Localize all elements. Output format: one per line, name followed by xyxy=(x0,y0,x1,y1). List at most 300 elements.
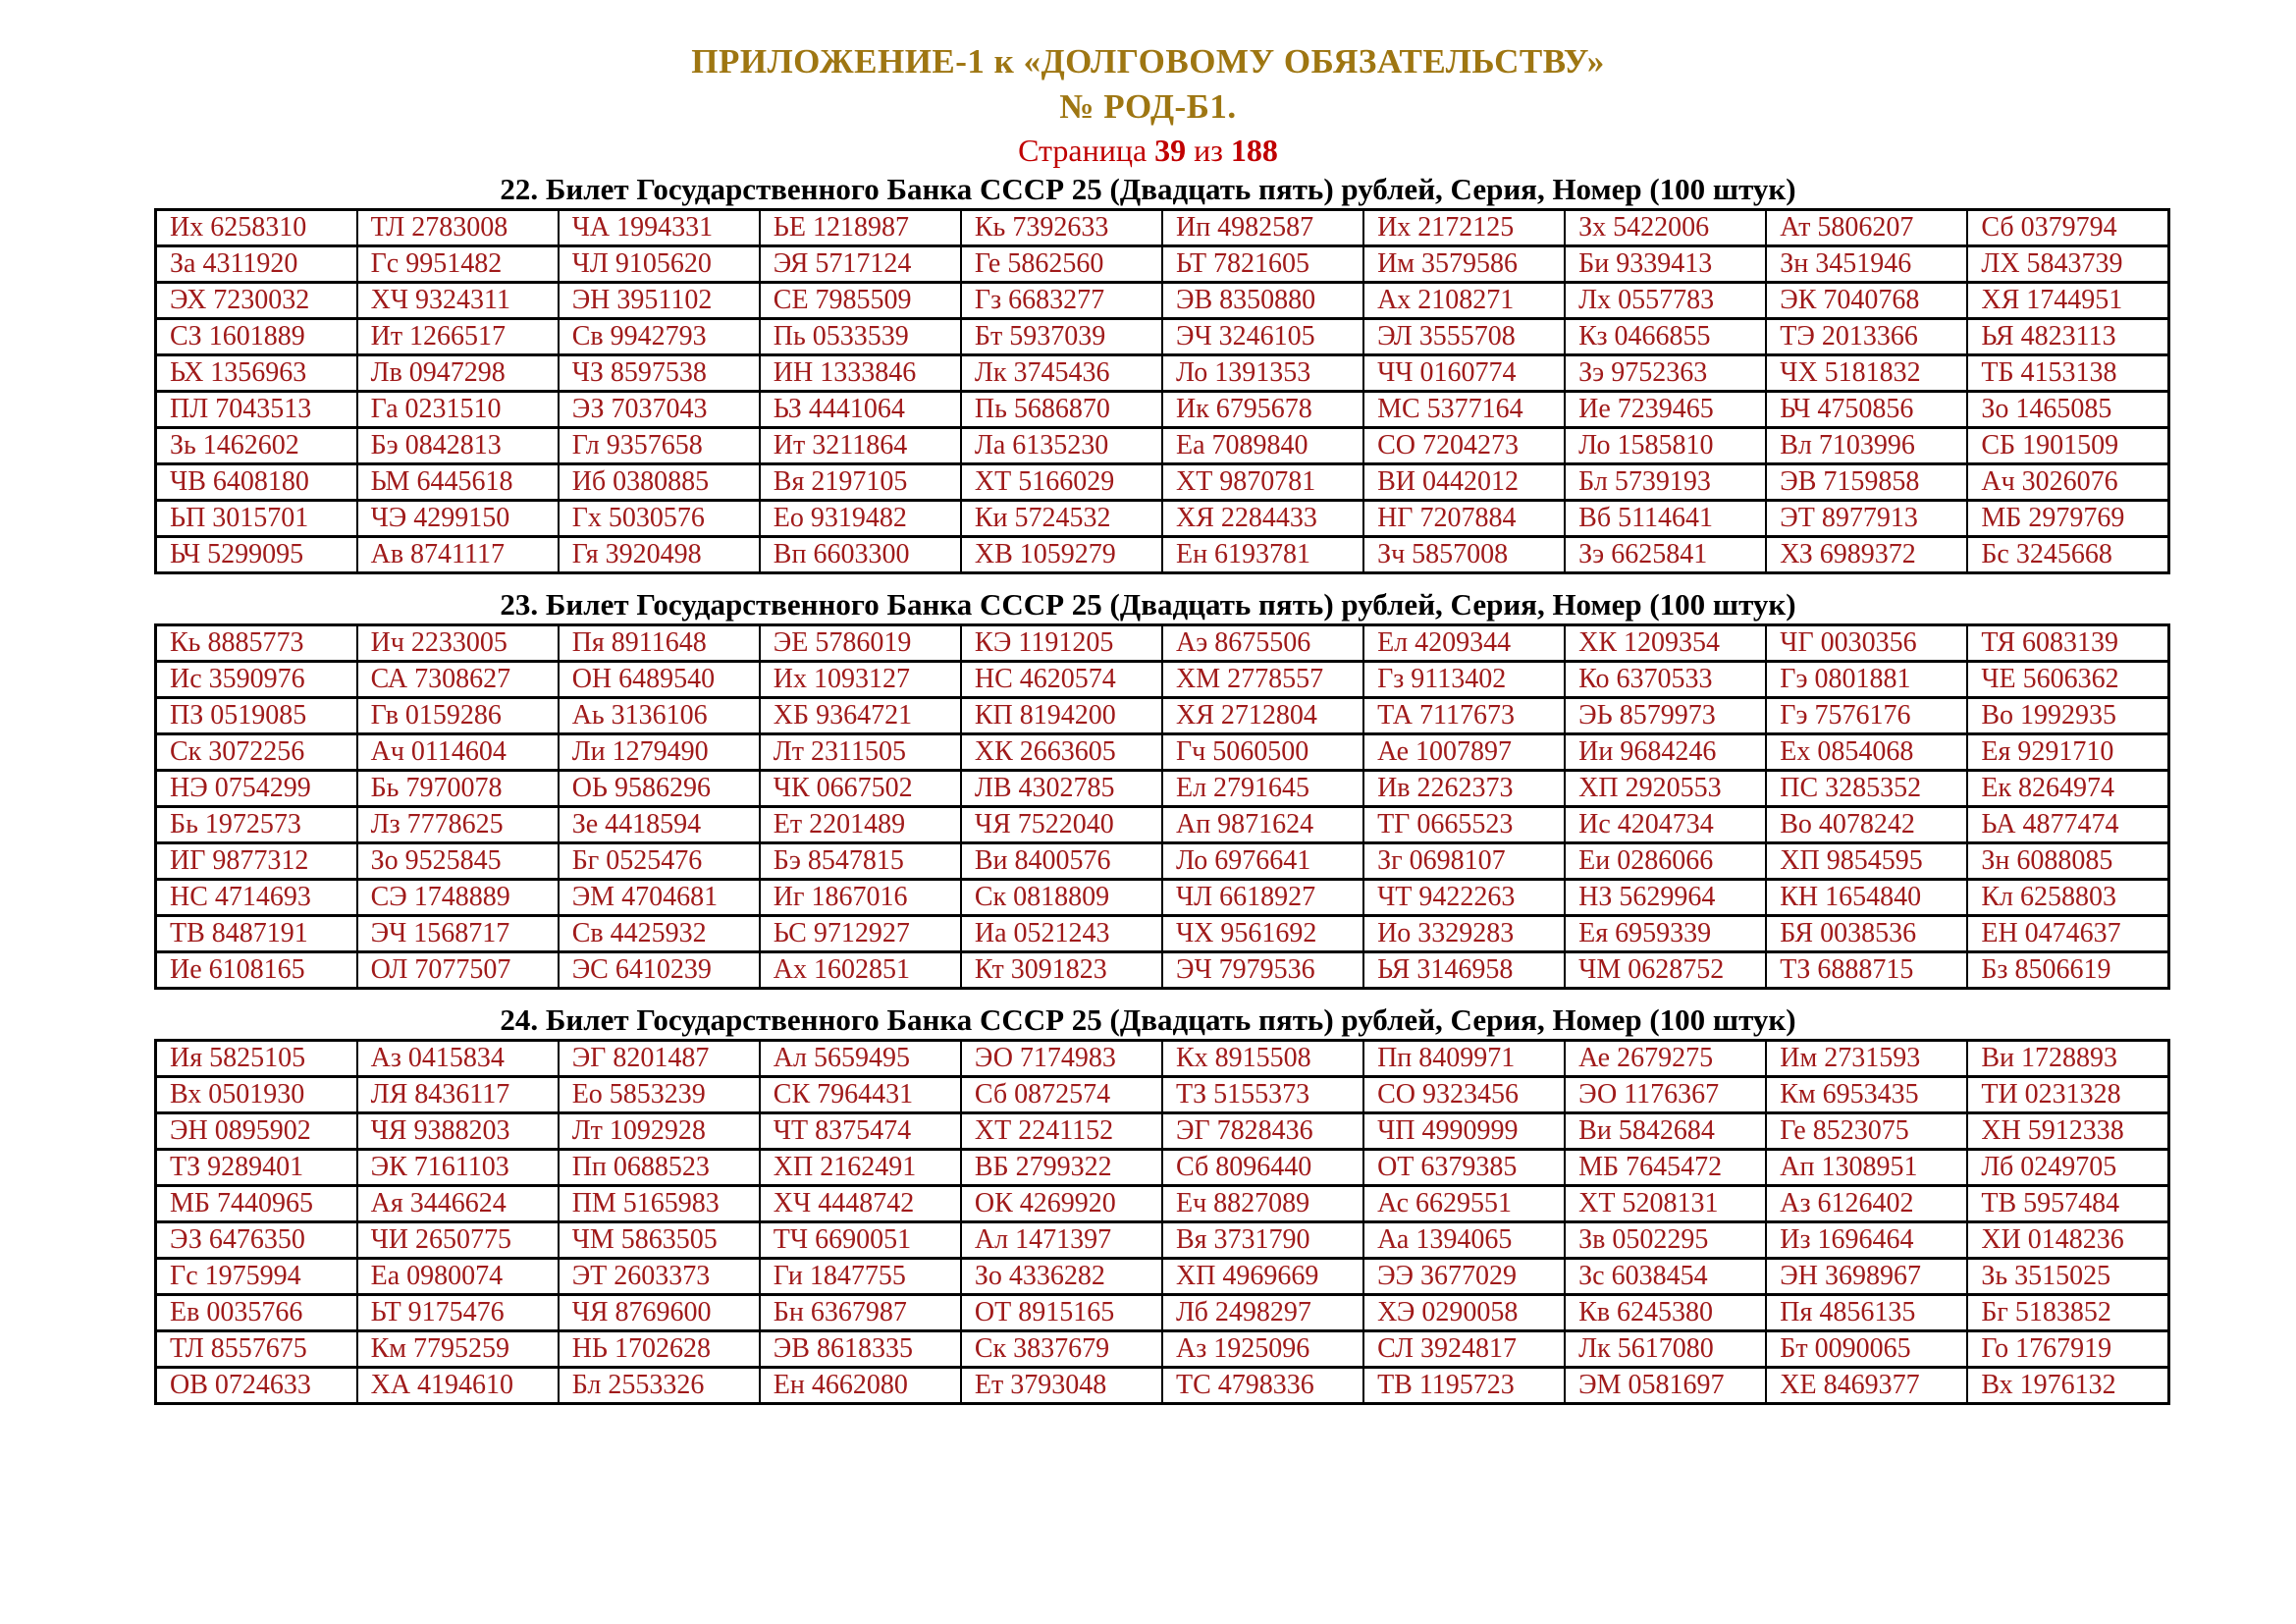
serial-number-cell: ЭЧ 1568717 xyxy=(357,916,559,952)
serial-number-cell: Зв 0502295 xyxy=(1565,1222,1766,1259)
serial-number-cell: Вх 1976132 xyxy=(1967,1368,2168,1404)
serial-number-cell: Сб 8096440 xyxy=(1162,1150,1363,1186)
serial-number-cell: СЭ 1748889 xyxy=(357,880,559,916)
serial-number-cell: ЭН 0895902 xyxy=(156,1113,357,1150)
serial-number-cell: Из 1696464 xyxy=(1766,1222,1967,1259)
table-row xyxy=(156,880,2169,916)
table-row xyxy=(156,1331,2169,1368)
serial-number-cell: Зг 0698107 xyxy=(1363,843,1565,880)
serial-number-cell: ЛВ 4302785 xyxy=(961,771,1162,807)
serial-number-cell: Ви 8400576 xyxy=(961,843,1162,880)
serial-number-cell: Ко 6370533 xyxy=(1565,662,1766,698)
serial-number-cell: ХП 2920553 xyxy=(1565,771,1766,807)
serial-number-cell: ЧК 0667502 xyxy=(760,771,961,807)
serial-number-cell: Иа 0521243 xyxy=(961,916,1162,952)
serial-number-cell: ХЕ 8469377 xyxy=(1766,1368,1967,1404)
serial-number-cell: Зн 6088085 xyxy=(1967,843,2168,880)
serial-number-cell: Кь 7392633 xyxy=(961,210,1162,246)
serial-number-cell: Лз 7778625 xyxy=(357,807,559,843)
table-row xyxy=(156,210,2169,246)
serial-number-cell: Еи 0286066 xyxy=(1565,843,1766,880)
serial-number-cell: НС 4714693 xyxy=(156,880,357,916)
serial-number-cell: Лв 0947298 xyxy=(357,355,559,392)
serial-number-cell: Кв 6245380 xyxy=(1565,1295,1766,1331)
serial-number-cell: Лх 0557783 xyxy=(1565,283,1766,319)
serial-number-cell: Ла 6135230 xyxy=(961,428,1162,464)
serial-number-cell: ХЯ 1744951 xyxy=(1967,283,2168,319)
serial-number-cell: Би 9339413 xyxy=(1565,246,1766,283)
serial-number-cell: Ив 2262373 xyxy=(1363,771,1565,807)
serial-number-cell: ЬА 4877474 xyxy=(1967,807,2168,843)
serial-number-cell: Ие 6108165 xyxy=(156,952,357,989)
serial-number-cell: ТЛ 8557675 xyxy=(156,1331,357,1368)
serial-number-cell: ЧТ 9422263 xyxy=(1363,880,1565,916)
serial-number-cell: ЧЯ 9388203 xyxy=(357,1113,559,1150)
serial-number-cell: Лб 2498297 xyxy=(1162,1295,1363,1331)
serial-number-cell: ЭВ 8350880 xyxy=(1162,283,1363,319)
serial-number-cell: Ло 6976641 xyxy=(1162,843,1363,880)
document-header xyxy=(0,0,2296,171)
tables-container xyxy=(0,171,2296,1405)
serial-number-cell: Ая 3446624 xyxy=(357,1186,559,1222)
serial-number-cell: ЬС 9712927 xyxy=(760,916,961,952)
serial-number-cell: ЬМ 6445618 xyxy=(357,464,559,501)
serial-number-cell: ТГ 0665523 xyxy=(1363,807,1565,843)
serial-number-cell: ЭК 7161103 xyxy=(357,1150,559,1186)
serial-number-cell: МБ 7440965 xyxy=(156,1186,357,1222)
serial-number-cell: Зь 3515025 xyxy=(1967,1259,2168,1295)
serial-number-cell: ЭК 7040768 xyxy=(1766,283,1967,319)
serial-number-cell: Ач 3026076 xyxy=(1967,464,2168,501)
serial-number-cell: Бн 6367987 xyxy=(760,1295,961,1331)
serial-number-cell: Ен 6193781 xyxy=(1162,537,1363,573)
serial-number-cell: ХП 4969669 xyxy=(1162,1259,1363,1295)
serial-number-cell: Ел 4209344 xyxy=(1363,625,1565,662)
serial-number-cell: Аэ 8675506 xyxy=(1162,625,1363,662)
serial-number-cell: Зн 3451946 xyxy=(1766,246,1967,283)
serial-number-cell: Зе 4418594 xyxy=(559,807,760,843)
serial-number-cell: СЕ 7985509 xyxy=(760,283,961,319)
serial-number-cell: Ит 1266517 xyxy=(357,319,559,355)
serial-number-cell: ПМ 5165983 xyxy=(559,1186,760,1222)
serial-number-cell: Ия 5825105 xyxy=(156,1041,357,1077)
serial-number-cell: ЧЗ 8597538 xyxy=(559,355,760,392)
serial-number-cell: ЧЯ 7522040 xyxy=(961,807,1162,843)
serial-number-cell: КЭ 1191205 xyxy=(961,625,1162,662)
serial-number-cell: Лб 0249705 xyxy=(1967,1150,2168,1186)
serial-number-cell: ХЧ 9324311 xyxy=(357,283,559,319)
serial-number-cell: Еа 7089840 xyxy=(1162,428,1363,464)
serial-number-cell: Бэ 0842813 xyxy=(357,428,559,464)
serial-number-cell: ПЗ 0519085 xyxy=(156,698,357,734)
serial-number-cell: НЭ 0754299 xyxy=(156,771,357,807)
serial-number-cell: Еч 8827089 xyxy=(1162,1186,1363,1222)
serial-number-cell: ТЗ 9289401 xyxy=(156,1150,357,1186)
table-row xyxy=(156,1077,2169,1113)
serial-number-cell: Иг 1867016 xyxy=(760,880,961,916)
serial-number-cell: Кт 3091823 xyxy=(961,952,1162,989)
serial-number-cell: Ае 1007897 xyxy=(1363,734,1565,771)
document-number: № РОД-Б1. xyxy=(1059,87,1237,126)
serial-number-cell: Зх 5422006 xyxy=(1565,210,1766,246)
serial-number-cell: Иб 0380885 xyxy=(559,464,760,501)
table-row xyxy=(156,537,2169,573)
serial-number-cell: ЭВ 7159858 xyxy=(1766,464,1967,501)
serial-number-cell: Ал 5659495 xyxy=(760,1041,961,1077)
serial-number-cell: Ио 3329283 xyxy=(1363,916,1565,952)
serial-number-cell: ЭЗ 6476350 xyxy=(156,1222,357,1259)
serial-number-cell: ЧЛ 9105620 xyxy=(559,246,760,283)
serial-number-cell: ЧТ 8375474 xyxy=(760,1113,961,1150)
serial-number-cell: Ах 2108271 xyxy=(1363,283,1565,319)
appendix-title: ПРИЛОЖЕНИЕ-1 к «ДОЛГОВОМУ ОБЯЗАТЕЛЬСТВУ» xyxy=(691,42,1605,81)
serial-number-cell: Зч 5857008 xyxy=(1363,537,1565,573)
serial-number-cell: Ея 9291710 xyxy=(1967,734,2168,771)
serial-number-cell: Гз 6683277 xyxy=(961,283,1162,319)
serial-number-cell: Гз 9113402 xyxy=(1363,662,1565,698)
serial-number-cell: Кх 8915508 xyxy=(1162,1041,1363,1077)
serial-number-cell: НС 4620574 xyxy=(961,662,1162,698)
serial-number-cell: Пь 0533539 xyxy=(760,319,961,355)
serial-number-cell: Ис 3590976 xyxy=(156,662,357,698)
serial-number-cell: ЧЭ 4299150 xyxy=(357,501,559,537)
serial-number-cell: ЬЧ 4750856 xyxy=(1766,392,1967,428)
table-row xyxy=(156,625,2169,662)
table-row xyxy=(156,1186,2169,1222)
serial-number-cell: ЧГ 0030356 xyxy=(1766,625,1967,662)
serial-number-cell: Кл 6258803 xyxy=(1967,880,2168,916)
serial-number-cell: Зс 6038454 xyxy=(1565,1259,1766,1295)
serial-number-cell: Ск 3837679 xyxy=(961,1331,1162,1368)
serial-number-cell: ЭС 6410239 xyxy=(559,952,760,989)
serial-number-cell: ОК 4269920 xyxy=(961,1186,1162,1222)
serial-number-cell: ХК 1209354 xyxy=(1565,625,1766,662)
serial-number-cell: Ло 1585810 xyxy=(1565,428,1766,464)
serial-number-cell: Гс 9951482 xyxy=(357,246,559,283)
serial-number-cell: ЭЗ 7037043 xyxy=(559,392,760,428)
serial-number-cell: Гч 5060500 xyxy=(1162,734,1363,771)
table-row xyxy=(156,1113,2169,1150)
table-row xyxy=(156,843,2169,880)
serial-number-cell: Ии 9684246 xyxy=(1565,734,1766,771)
banknote-table-section-24 xyxy=(0,1001,2296,1405)
serial-number-cell: СА 7308627 xyxy=(357,662,559,698)
table-row xyxy=(156,1259,2169,1295)
serial-number-cell: Ек 8264974 xyxy=(1967,771,2168,807)
serial-number-cell: Сб 0379794 xyxy=(1967,210,2168,246)
serial-number-cell: ЭХ 7230032 xyxy=(156,283,357,319)
serial-number-cell: ХЗ 6989372 xyxy=(1766,537,1967,573)
serial-number-cell: Бс 3245668 xyxy=(1967,537,2168,573)
serial-number-cell: Ео 5853239 xyxy=(559,1077,760,1113)
serial-number-cell: Км 6953435 xyxy=(1766,1077,1967,1113)
table-caption: 22. Билет Государственного Банка СССР 25 (Двадцать пять) рублей, Серия, Номер (100 штук) xyxy=(500,172,1796,206)
table-row xyxy=(156,355,2169,392)
serial-number-cell: ЭЬ 8579973 xyxy=(1565,698,1766,734)
serial-number-cell: Бт 0090065 xyxy=(1766,1331,1967,1368)
serial-number-cell: Ск 3072256 xyxy=(156,734,357,771)
serial-number-cell: Ев 0035766 xyxy=(156,1295,357,1331)
serial-number-cell: ХН 5912338 xyxy=(1967,1113,2168,1150)
serial-number-cell: Лт 1092928 xyxy=(559,1113,760,1150)
serial-number-cell: ЭЧ 3246105 xyxy=(1162,319,1363,355)
serial-number-cell: ЬЗ 4441064 xyxy=(760,392,961,428)
table-row xyxy=(156,501,2169,537)
serial-number-cell: Ви 1728893 xyxy=(1967,1041,2168,1077)
serial-number-cell: ВИ 0442012 xyxy=(1363,464,1565,501)
serial-number-cell: Ал 1471397 xyxy=(961,1222,1162,1259)
serial-number-cell: ХА 4194610 xyxy=(357,1368,559,1404)
serial-number-cell: Ки 5724532 xyxy=(961,501,1162,537)
serial-number-cell: Кз 0466855 xyxy=(1565,319,1766,355)
serial-number-cell: ВБ 2799322 xyxy=(961,1150,1162,1186)
serial-number-cell: Их 2172125 xyxy=(1363,210,1565,246)
serial-number-cell: Их 6258310 xyxy=(156,210,357,246)
page-indicator xyxy=(0,130,2296,171)
serial-number-cell: ХТ 2241152 xyxy=(961,1113,1162,1150)
serial-number-cell: ЧЕ 5606362 xyxy=(1967,662,2168,698)
serial-number-cell: ТВ 1195723 xyxy=(1363,1368,1565,1404)
serial-number-cell: ТВ 8487191 xyxy=(156,916,357,952)
serial-number-cell: Вя 2197105 xyxy=(760,464,961,501)
serial-number-cell: Их 1093127 xyxy=(760,662,961,698)
serial-number-cell: Ик 6795678 xyxy=(1162,392,1363,428)
serial-number-cell: ХВ 1059279 xyxy=(961,537,1162,573)
table-row xyxy=(156,428,2169,464)
serial-numbers-table xyxy=(154,208,2170,574)
serial-number-cell: Ге 8523075 xyxy=(1766,1113,1967,1150)
serial-number-cell: Бл 2553326 xyxy=(559,1368,760,1404)
serial-number-cell: Ет 2201489 xyxy=(760,807,961,843)
serial-number-cell: СБ 1901509 xyxy=(1967,428,2168,464)
serial-number-cell: Аь 3136106 xyxy=(559,698,760,734)
serial-number-cell: ХМ 2778557 xyxy=(1162,662,1363,698)
serial-number-cell: Ич 2233005 xyxy=(357,625,559,662)
serial-number-cell: ЭН 3951102 xyxy=(559,283,760,319)
serial-number-cell: Им 3579586 xyxy=(1363,246,1565,283)
serial-number-cell: Во 1992935 xyxy=(1967,698,2168,734)
serial-number-cell: За 4311920 xyxy=(156,246,357,283)
table-row xyxy=(156,662,2169,698)
serial-number-cell: ЭЭ 3677029 xyxy=(1363,1259,1565,1295)
serial-number-cell: Ип 4982587 xyxy=(1162,210,1363,246)
serial-number-cell: ТБ 4153138 xyxy=(1967,355,2168,392)
serial-number-cell: СЗ 1601889 xyxy=(156,319,357,355)
serial-number-cell: ЧЯ 8769600 xyxy=(559,1295,760,1331)
serial-number-cell: Ис 4204734 xyxy=(1565,807,1766,843)
serial-number-cell: СК 7964431 xyxy=(760,1077,961,1113)
serial-number-cell: ЧМ 5863505 xyxy=(559,1222,760,1259)
table-row xyxy=(156,283,2169,319)
serial-number-cell: Им 2731593 xyxy=(1766,1041,1967,1077)
serial-number-cell: Вб 5114641 xyxy=(1565,501,1766,537)
serial-number-cell: Бь 1972573 xyxy=(156,807,357,843)
table-row xyxy=(156,1150,2169,1186)
serial-number-cell: Вп 6603300 xyxy=(760,537,961,573)
serial-number-cell: Зэ 6625841 xyxy=(1565,537,1766,573)
serial-number-cell: ТС 4798336 xyxy=(1162,1368,1363,1404)
table-caption: 23. Билет Государственного Банка СССР 25 (Двадцать пять) рублей, Серия, Номер (100 штук) xyxy=(500,587,1796,622)
serial-number-cell: Лк 3745436 xyxy=(961,355,1162,392)
serial-number-cell: ЧХ 9561692 xyxy=(1162,916,1363,952)
serial-number-cell: ТА 7117673 xyxy=(1363,698,1565,734)
serial-number-cell: БЯ 0038536 xyxy=(1766,916,1967,952)
serial-number-cell: Гэ 7576176 xyxy=(1766,698,1967,734)
serial-number-cell: ЬТ 7821605 xyxy=(1162,246,1363,283)
serial-number-cell: ТЗ 5155373 xyxy=(1162,1077,1363,1113)
serial-number-cell: ЭГ 7828436 xyxy=(1162,1113,1363,1150)
serial-number-cell: Зэ 9752363 xyxy=(1565,355,1766,392)
serial-number-cell: Вл 7103996 xyxy=(1766,428,1967,464)
serial-number-cell: Лт 2311505 xyxy=(760,734,961,771)
serial-number-cell: Гв 0159286 xyxy=(357,698,559,734)
serial-number-cell: ХТ 5166029 xyxy=(961,464,1162,501)
serial-number-cell: ЧМ 0628752 xyxy=(1565,952,1766,989)
serial-number-cell: ПС 3285352 xyxy=(1766,771,1967,807)
table-row xyxy=(156,771,2169,807)
serial-number-cell: ЧВ 6408180 xyxy=(156,464,357,501)
serial-number-cell: ИН 1333846 xyxy=(760,355,961,392)
serial-number-cell: Гс 1975994 xyxy=(156,1259,357,1295)
serial-number-cell: Ит 3211864 xyxy=(760,428,961,464)
serial-number-cell: ЭО 1176367 xyxy=(1565,1077,1766,1113)
serial-number-cell: Аа 1394065 xyxy=(1363,1222,1565,1259)
serial-number-cell: Ен 4662080 xyxy=(760,1368,961,1404)
serial-number-cell: ХТ 5208131 xyxy=(1565,1186,1766,1222)
serial-number-cell: ЭВ 8618335 xyxy=(760,1331,961,1368)
serial-number-cell: ЬП 3015701 xyxy=(156,501,357,537)
page-number: 39 xyxy=(1154,133,1187,168)
banknote-table-section-22 xyxy=(0,171,2296,574)
serial-number-cell: КН 1654840 xyxy=(1766,880,1967,916)
serial-number-cell: МС 5377164 xyxy=(1363,392,1565,428)
serial-number-cell: НГ 7207884 xyxy=(1363,501,1565,537)
serial-number-cell: ЬЯ 3146958 xyxy=(1363,952,1565,989)
of-word: из xyxy=(1194,133,1223,168)
serial-number-cell: Ах 1602851 xyxy=(760,952,961,989)
serial-number-cell: Аз 1925096 xyxy=(1162,1331,1363,1368)
serial-number-cell: Бь 7970078 xyxy=(357,771,559,807)
serial-number-cell: Ап 1308951 xyxy=(1766,1150,1967,1186)
serial-number-cell: НЗ 5629964 xyxy=(1565,880,1766,916)
serial-number-cell: ЭТ 2603373 xyxy=(559,1259,760,1295)
serial-number-cell: Вя 3731790 xyxy=(1162,1222,1363,1259)
serial-number-cell: ЭГ 8201487 xyxy=(559,1041,760,1077)
serial-number-cell: Бг 5183852 xyxy=(1967,1295,2168,1331)
serial-number-cell: Аз 6126402 xyxy=(1766,1186,1967,1222)
serial-number-cell: ТИ 0231328 xyxy=(1967,1077,2168,1113)
serial-number-cell: Бл 5739193 xyxy=(1565,464,1766,501)
serial-number-cell: ЧХ 5181832 xyxy=(1766,355,1967,392)
serial-number-cell: Ат 5806207 xyxy=(1766,210,1967,246)
serial-number-cell: Бт 5937039 xyxy=(961,319,1162,355)
serial-number-cell: ТЗ 6888715 xyxy=(1766,952,1967,989)
serial-number-cell: ОТ 6379385 xyxy=(1363,1150,1565,1186)
serial-number-cell: ЬТ 9175476 xyxy=(357,1295,559,1331)
serial-number-cell: Ае 2679275 xyxy=(1565,1041,1766,1077)
serial-number-cell: Зо 1465085 xyxy=(1967,392,2168,428)
page-word: Страница xyxy=(1018,133,1148,168)
serial-number-cell: Го 1767919 xyxy=(1967,1331,2168,1368)
serial-number-cell: ТЯ 6083139 xyxy=(1967,625,2168,662)
table-row xyxy=(156,464,2169,501)
serial-number-cell: Ел 2791645 xyxy=(1162,771,1363,807)
serial-number-cell: Лк 5617080 xyxy=(1565,1331,1766,1368)
serial-number-cell: СЛ 3924817 xyxy=(1363,1331,1565,1368)
serial-number-cell: ОТ 8915165 xyxy=(961,1295,1162,1331)
serial-number-cell: ЧЛ 6618927 xyxy=(1162,880,1363,916)
serial-number-cell: ТЛ 2783008 xyxy=(357,210,559,246)
serial-number-cell: ПЛ 7043513 xyxy=(156,392,357,428)
serial-number-cell: Ас 6629551 xyxy=(1363,1186,1565,1222)
serial-number-cell: Ло 1391353 xyxy=(1162,355,1363,392)
serial-number-cell: Сб 0872574 xyxy=(961,1077,1162,1113)
serial-number-cell: ХБ 9364721 xyxy=(760,698,961,734)
serial-number-cell: Аз 0415834 xyxy=(357,1041,559,1077)
banknote-table-section-23 xyxy=(0,586,2296,990)
serial-number-cell: Ея 6959339 xyxy=(1565,916,1766,952)
serial-number-cell: Св 4425932 xyxy=(559,916,760,952)
table-row xyxy=(156,1041,2169,1077)
serial-number-cell: ЛХ 5843739 xyxy=(1967,246,2168,283)
serial-number-cell: ЧЧ 0160774 xyxy=(1363,355,1565,392)
table-row xyxy=(156,698,2169,734)
serial-number-cell: ЭМ 4704681 xyxy=(559,880,760,916)
serial-number-cell: ЕН 0474637 xyxy=(1967,916,2168,952)
table-row xyxy=(156,916,2169,952)
serial-number-cell: ИГ 9877312 xyxy=(156,843,357,880)
serial-number-cell: ХК 2663605 xyxy=(961,734,1162,771)
serial-number-cell: Ск 0818809 xyxy=(961,880,1162,916)
serial-number-cell: Вх 0501930 xyxy=(156,1077,357,1113)
serial-number-cell: Еа 0980074 xyxy=(357,1259,559,1295)
serial-number-cell: ТЭ 2013366 xyxy=(1766,319,1967,355)
table-row xyxy=(156,246,2169,283)
serial-number-cell: ХЧ 4448742 xyxy=(760,1186,961,1222)
page-total: 188 xyxy=(1230,133,1278,168)
table-caption: 24. Билет Государственного Банка СССР 25 (Двадцать пять) рублей, Серия, Номер (100 штук) xyxy=(500,1002,1796,1037)
serial-number-cell: ЭЯ 5717124 xyxy=(760,246,961,283)
serial-number-cell: ХЯ 2712804 xyxy=(1162,698,1363,734)
serial-number-cell: ХТ 9870781 xyxy=(1162,464,1363,501)
serial-number-cell: ЭТ 8977913 xyxy=(1766,501,1967,537)
table-row xyxy=(156,1295,2169,1331)
serial-number-cell: ЭО 7174983 xyxy=(961,1041,1162,1077)
serial-number-cell: Ех 0854068 xyxy=(1766,734,1967,771)
serial-number-cell: ЧА 1994331 xyxy=(559,210,760,246)
serial-number-cell: ТЧ 6690051 xyxy=(760,1222,961,1259)
serial-number-cell: Пь 5686870 xyxy=(961,392,1162,428)
serial-number-cell: ОЬ 9586296 xyxy=(559,771,760,807)
table-row xyxy=(156,952,2169,989)
serial-number-cell: ХЯ 2284433 xyxy=(1162,501,1363,537)
serial-number-cell: ЭН 3698967 xyxy=(1766,1259,1967,1295)
serial-number-cell: ХП 9854595 xyxy=(1766,843,1967,880)
serial-number-cell: НЬ 1702628 xyxy=(559,1331,760,1368)
serial-number-cell: ЬЧ 5299095 xyxy=(156,537,357,573)
serial-number-cell: Зь 1462602 xyxy=(156,428,357,464)
table-row xyxy=(156,1222,2169,1259)
serial-number-cell: Ге 5862560 xyxy=(961,246,1162,283)
table-row xyxy=(156,807,2169,843)
table-row xyxy=(156,319,2169,355)
serial-number-cell: Ие 7239465 xyxy=(1565,392,1766,428)
serial-number-cell: Во 4078242 xyxy=(1766,807,1967,843)
serial-number-cell: КП 8194200 xyxy=(961,698,1162,734)
serial-number-cell: Ео 9319482 xyxy=(760,501,961,537)
serial-number-cell: Гя 3920498 xyxy=(559,537,760,573)
serial-number-cell: Гл 9357658 xyxy=(559,428,760,464)
